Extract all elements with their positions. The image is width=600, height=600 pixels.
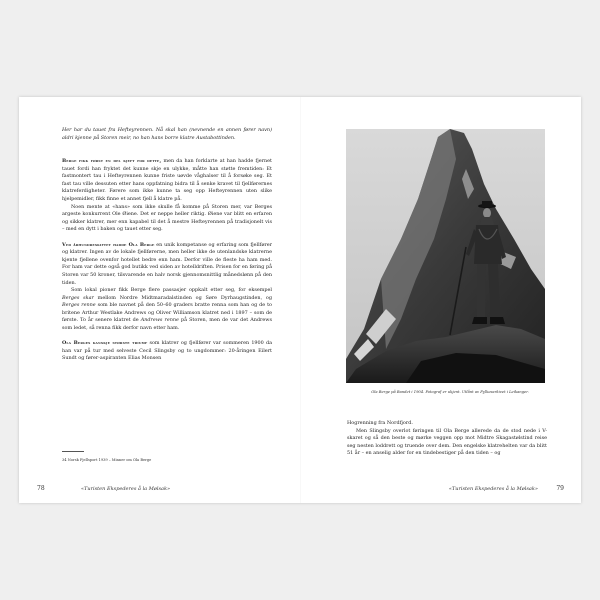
paragraph-text: men da han forklarte at han hadde fjernet tauet fordi han fryktet det kunne skje en ulykke, måtte han støtte fremtiden: Et fastmontert tau i Hefteyrennen kunne friste uøvde våghalser til å forsøke seg. Et fast tau ville dessuten etter hans oppfatning bidra til å senke kravet til fjellførernes klatreferdigheter. Førere som ikke kunne ta seg opp Hefteyrennen uten slike hjelpemidler, fikk finne et annet fjell å klatre på. xyxy=(62,158,272,202)
intro-paragraph: Her har du tauet fra Hefteyrennen. Nå skal han (nevnende en annen fører navn) aldri kjenne på Storen meir, no han hans borre klatre Austabottinden. xyxy=(62,127,272,141)
footnote: 34 Norsk Fjellsport 1939 – Minner om Ola Berge xyxy=(62,458,152,462)
photo-caption: Ola Berge på Bandet i 1904. Fotograf er ukjent. Utlånt av Fylkesarkivet i Leikanger. xyxy=(371,390,529,394)
paragraph-4: Som lokal pioner fikk Berge flere passasjer oppkalt etter seg, for eksempel Berges skar mellom Nordre Midtmaradalstinden og Søre Dyrhaugstinden, og Berges renne som ble navnet på den 50–60 graders bratte renna som han og de to britene Arthur Westlake Andrews og Oliver Williamson klatret ned i 1897 – som de første. To år senere klatret de Andrews renne på Storen, men de var det Andrews som ledet, så renna fikk derfor navn etter ham. xyxy=(62,287,272,332)
paragraph-lead: Ola Berges kanskje største triumf xyxy=(62,340,148,347)
right-body-text xyxy=(347,420,547,458)
page-number: 79 xyxy=(556,485,564,492)
left-page xyxy=(19,97,300,503)
historical-photograph xyxy=(346,129,545,383)
paragraph-lead: Ved århundreskiftet hadde Ola Berge xyxy=(62,241,155,248)
paragraph-3 xyxy=(62,242,272,288)
footnote-rule xyxy=(62,451,84,452)
paragraph-text: som klatrer og fjellfører var sommeren 1900 da han var på tur med selveste Cecil Slingsby og to ungdommer: 20-åringen Eilert Sundt og fører-aspiranten Elias Monsen xyxy=(62,340,272,362)
page-number: 78 xyxy=(37,485,45,492)
paragraph-2: Noen mente at «hans» som ikke skulle få komme på Storen mer, var Berges argeste konkurrent Ole Øiene. Det er neppe heller riktig. Øiene var blitt en erfaren og sikker klatrer, mer enn kapabel til det å mestre Hefteyrennen på tradisjonelt vis – med en dytt i baken og tauet etter seg. xyxy=(62,203,272,233)
running-head: «Turisten Ekspederes å la Mølsak» xyxy=(448,486,538,492)
left-body-text xyxy=(62,158,272,363)
paragraph-2: Men Slingsby overlot føringen til Ola Berge allerede da de stod nede i V-skaret og så den beste og mørke veggen opp mot Midtre Skagastølstind reise seg nesten loddrett og truende over dem. Den engelske klatrehelten var da blitt 51 år – en anselig alder for en tindebestiger på den tiden – og xyxy=(347,427,547,457)
paragraph-lead: Berge fikk først en del kjeft for dette, xyxy=(62,158,162,164)
paragraph-5 xyxy=(62,340,272,363)
book-spread xyxy=(19,97,581,503)
running-head: «Turisten Ekspederes å la Mølsak» xyxy=(81,486,171,492)
paragraph-1: Hogrenning fra Nordfjord. xyxy=(347,420,413,426)
paragraph-text: en unik kompetanse og erfaring som fjellfører og klatrer. Ingen av de lokale fjellførerne, men heller ikke de utenlandske klatrerne kjente fjellene ovenfor hotellet bedre enn ham. Derfor ville de fleste ha ham med. For ham var dette også god butikk ved siden av hotelldriften. Prisen for en føring på Storen var 50 kroner, tilsvarende en halv norsk gjennomsnittlig månedslønn på den tiden. xyxy=(62,241,272,286)
paragraph-1 xyxy=(62,158,272,204)
right-page xyxy=(300,97,581,503)
